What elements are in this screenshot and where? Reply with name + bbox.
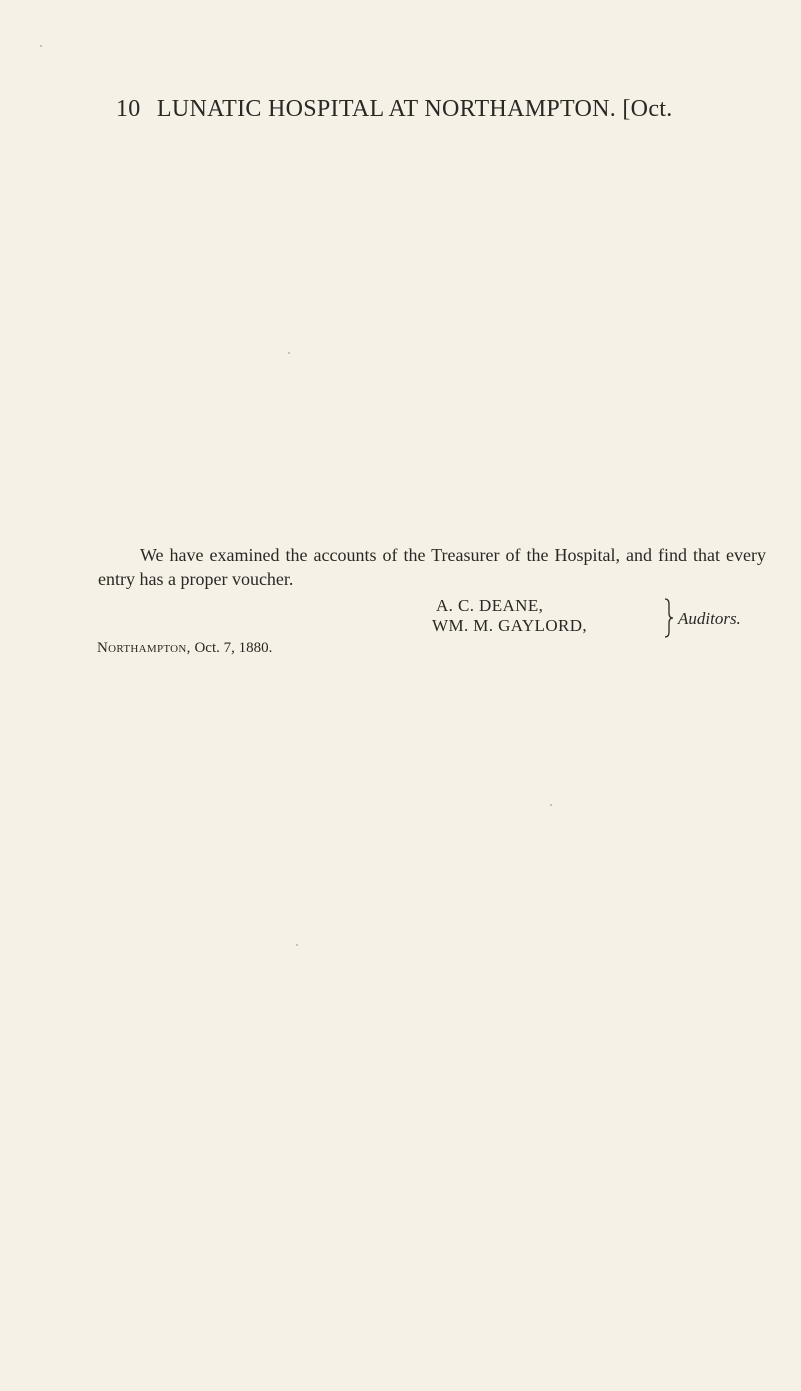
running-header xyxy=(116,96,766,123)
place-date-line xyxy=(97,640,272,657)
paper-speck xyxy=(40,45,42,47)
page-number: 10 xyxy=(116,96,141,122)
running-title: LUNATIC HOSPITAL AT NORTHAMPTON. xyxy=(156,96,617,122)
paper-speck xyxy=(550,804,552,806)
signing-date: Oct. 7, 1880. xyxy=(194,640,273,656)
auditors-label: Auditors. xyxy=(678,609,741,628)
certification-text: We have examined the accounts of the Treasurer of the Hospital, and find that every entry has a proper voucher. xyxy=(98,545,766,589)
curly-brace-icon xyxy=(664,598,674,638)
signatory-gaylord: WM. M. GAYLORD, xyxy=(432,616,588,635)
signature-block xyxy=(432,596,587,636)
certification-paragraph xyxy=(98,543,766,591)
place-name: Northampton, xyxy=(97,640,191,656)
paper-speck xyxy=(288,352,290,354)
paper-speck xyxy=(296,944,298,946)
signatory-deane: A. C. DEANE, xyxy=(436,596,544,615)
header-date-mark: [Oct. xyxy=(622,96,673,122)
